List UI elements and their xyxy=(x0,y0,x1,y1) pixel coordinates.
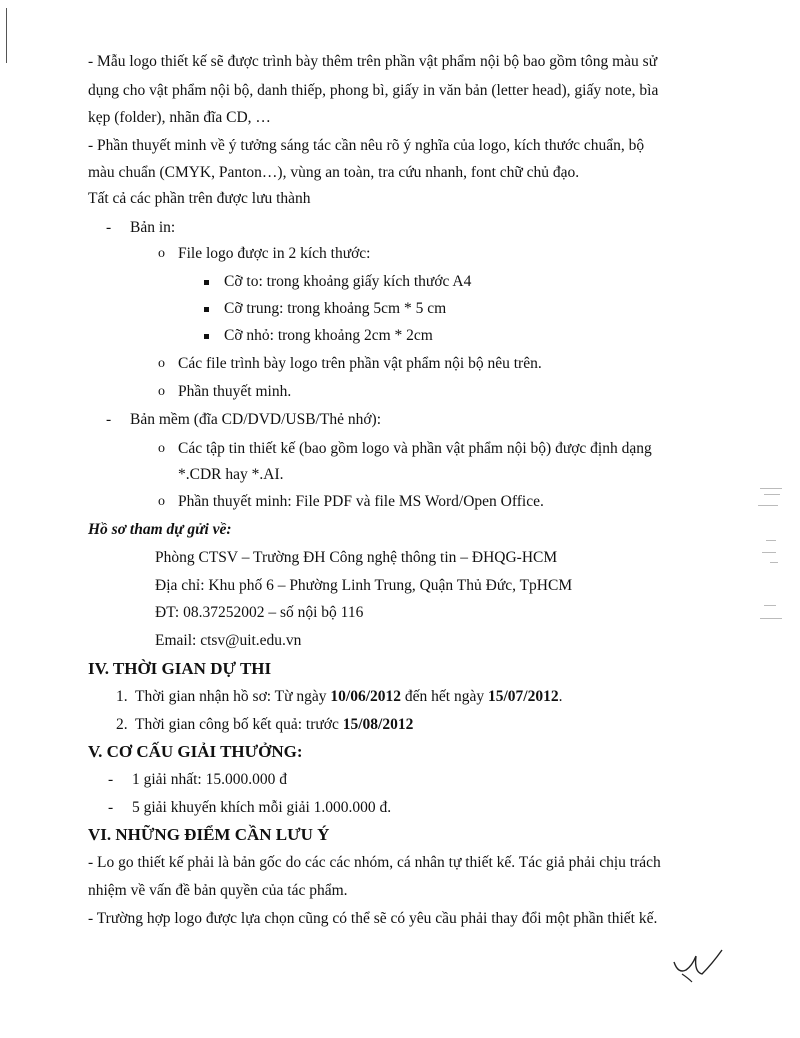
list-item-continued: *.CDR hay *.AI. xyxy=(178,466,284,483)
scan-speck xyxy=(758,505,778,506)
text-line: kẹp (folder), nhãn đĩa CD, … xyxy=(88,109,271,126)
handwritten-initial-mark xyxy=(668,944,728,989)
list-item: Phần thuyết minh: File PDF và file MS Word/Open Office. xyxy=(178,493,544,510)
circle-bullet: o xyxy=(158,384,165,399)
subheading: Hồ sơ tham dự gửi về: xyxy=(88,521,232,538)
scan-speck xyxy=(770,562,778,563)
scan-speck xyxy=(766,540,776,541)
circle-bullet: o xyxy=(158,246,165,261)
square-bullet xyxy=(204,280,209,285)
address-line: Phòng CTSV – Trường ĐH Công nghệ thông tin – ĐHQG-HCM xyxy=(155,549,558,566)
square-bullet xyxy=(204,334,209,339)
list-item: Phần thuyết minh. xyxy=(178,383,292,400)
list-label: Bản in: xyxy=(130,219,176,236)
dash-bullet: - xyxy=(106,411,112,428)
list-item: Cỡ trung: trong khoảng 5cm * 5 cm xyxy=(224,300,447,317)
text-line: - Mẫu logo thiết kế sẽ được trình bày thêm trên phần vật phẩm nội bộ bao gồm tông màu sử xyxy=(88,53,658,70)
address-line: Địa chỉ: Khu phố 6 – Phường Linh Trung, Quận Thủ Đức, TpHCM xyxy=(155,577,573,594)
text-line: - Phần thuyết minh về ý tưởng sáng tác cần nêu rõ ý nghĩa của logo, kích thước chuẩn, bộ xyxy=(88,137,645,154)
list-number: 2. xyxy=(116,716,128,733)
paragraph-save-as: Tất cả các phần trên được lưu thành xyxy=(88,190,311,207)
list-item: Cỡ nhỏ: trong khoảng 2cm * 2cm xyxy=(224,327,433,344)
square-bullet xyxy=(204,307,209,312)
section-heading: V. CƠ CẤU GIẢI THƯỞNG: xyxy=(88,742,303,761)
text-line: dụng cho vật phẩm nội bộ, danh thiếp, phong bì, giấy in văn bản (letter head), giấy note, bìa xyxy=(88,82,659,99)
scan-speck xyxy=(764,605,776,606)
text-line: - Trường hợp logo được lựa chọn cũng có thể sẽ có yêu cầu phải thay đổi một phần thiết kế. xyxy=(88,910,658,927)
list-item: Cỡ to: trong khoảng giấy kích thước A4 xyxy=(224,273,472,290)
scan-speck xyxy=(762,552,776,553)
text-line: nhiệm về vấn đề bản quyền của tác phẩm. xyxy=(88,882,348,899)
list-item: Các tập tin thiết kế (bao gồm logo và phần vật phẩm nội bộ) được định dạng xyxy=(178,440,652,457)
dash-bullet: - xyxy=(108,799,114,816)
scan-speck xyxy=(760,488,782,489)
circle-bullet: o xyxy=(158,494,165,509)
list-label: Bản mềm (đĩa CD/DVD/USB/Thẻ nhớ): xyxy=(130,411,382,428)
list-number: 1. xyxy=(116,688,128,705)
scan-speck xyxy=(764,494,780,495)
section-heading: IV. THỜI GIAN DỰ THI xyxy=(88,659,272,678)
circle-bullet: o xyxy=(158,356,165,371)
list-item: 1 giải nhất: 15.000.000 đ xyxy=(132,771,287,788)
scan-speck xyxy=(760,618,782,619)
address-line: ĐT: 08.37252002 – số nội bộ 116 xyxy=(155,604,364,621)
dash-bullet: - xyxy=(108,771,114,788)
list-item: Thời gian nhận hồ sơ: Từ ngày 10/06/2012 đến hết ngày 15/07/2012. xyxy=(135,688,563,705)
circle-bullet: o xyxy=(158,441,165,456)
address-line: Email: ctsv@uit.edu.vn xyxy=(155,632,302,649)
section-heading: VI. NHỮNG ĐIỂM CẦN LƯU Ý xyxy=(88,825,330,844)
list-item: File logo được in 2 kích thước: xyxy=(178,245,371,262)
scan-edge-mark xyxy=(6,8,7,63)
dash-bullet: - xyxy=(106,219,112,236)
list-item: Thời gian công bố kết quả: trước 15/08/2012 xyxy=(135,716,414,733)
list-item: Các file trình bày logo trên phần vật phẩm nội bộ nêu trên. xyxy=(178,355,542,372)
text-line: màu chuẩn (CMYK, Panton…), vùng an toàn, tra cứu nhanh, font chữ chủ đạo. xyxy=(88,164,580,181)
text-line: - Lo go thiết kế phải là bản gốc do các các nhóm, cá nhân tự thiết kế. Tác giả phải chịu trách xyxy=(88,854,661,871)
list-item: 5 giải khuyến khích mỗi giải 1.000.000 đ. xyxy=(132,799,392,816)
